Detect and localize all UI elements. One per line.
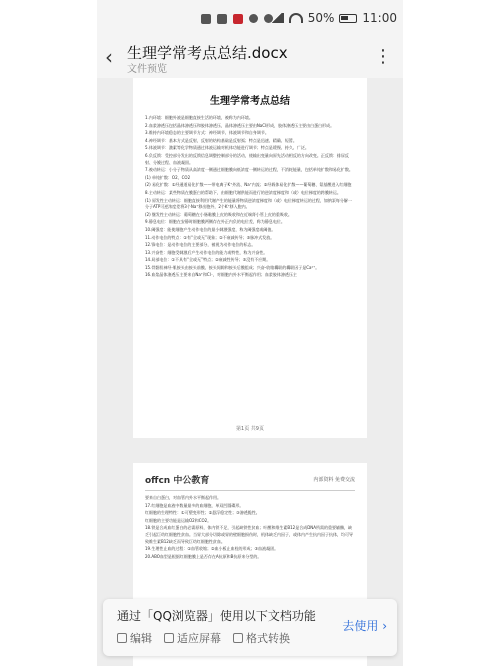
signal-icon [270,13,284,23]
promo-actions [117,630,290,646]
document-paragraph: 14.局部电位：①不具有“全或无”特点；②衰减性传导；③没有不应期。 [145,257,271,263]
document-paragraph: 2.血浆渗透压包括晶体渗透压和胶体渗透压，晶体渗透压主要由NaCl形成，胶体渗透压主要由白蛋白形成。 [145,122,335,128]
document-paragraph: 6.负反馈：受控部分发出的反馈信息调整控制部分的活动，使输出变量向原先活动相反的方向改变。正反馈：排尿反射、分娩过程、血液凝固。 [145,152,349,165]
document-paragraph: 1.内环境：细胞外液是细胞直接生活的环境，被称为内环境。 [145,115,253,120]
fit-screen-label: 适应屏幕 [177,632,221,645]
document-subtitle: 文件预览 [127,64,167,75]
document-title: 生理学常考点总结.docx [127,44,288,62]
battery-icon [339,14,357,23]
notification-icons [201,14,273,24]
document-viewer[interactable] [97,78,403,666]
battery-percent: 50% [307,11,335,25]
brand-logo: offcn 中公教育 [145,476,210,486]
app-header [97,40,403,78]
document-paragraph: 13.兴奋性：细胞受刺激后产生动作电位的能力或特性，称为兴奋性。 [145,249,268,255]
page-heading: 生理学常考点总结 [210,96,290,107]
document-paragraph: 红细胞的生理特性：①可塑变形性；②悬浮稳定性；③渗透脆性。 [145,510,260,516]
promo-message: 通过「QQ浏览器」使用以下文档功能 [117,609,316,623]
qq-browser-promo [103,599,397,656]
document-paragraph: (2) 继发性主动转运：葡萄糖在小肠黏膜上皮的吸收和在近端肾小管上皮的重吸收。 [145,211,292,217]
document-paragraph: 16.血浆晶体渗透压主要来自Na⁺和Cl⁻，对细胞内外水平衡起作用；血浆胶体渗透压主 [145,272,297,278]
document-paragraph: 9.静息电位：细胞在安静时细胞膜两侧存在外正内负的电位差，称为静息电位。 [145,219,285,225]
document-paragraph: 4.神经调节：基本方式是反射，反射的结构基础是反射弧；特点是迅速、精确、短暂。 [145,137,297,143]
app-red-notification-icon [233,14,243,24]
document-paragraph: 5.体液调节：激素等化学物质通过体液运输对机体功能进行调节；特点是缓慢、持久、广泛。 [145,145,309,151]
document-paragraph: 17.红细胞是血液中数量最多的血细胞，单双凹圆碟形。 [145,502,244,508]
app-notification-icon [201,14,211,24]
format-convert-label: 格式转换 [246,632,290,645]
document-page-1 [133,78,367,438]
document-paragraph: 18.铁是合成血红蛋白的必需原料，体内铁不足，引起缺铁性贫血；叶酸和维生素B12是合成DNA所需的重要辅酶，缺乏引起巨幼红细胞性贫血。当胃大部分切除或胃的壁细胞损伤时，机体缺乏内因子，或体内产生抗内因子抗体，均可导致维生素B12缺乏而导致巨幼红细胞性贫血。 [145,525,353,544]
document-paragraph: (1) 原发性主动转运：细胞直接利用代谢产生的能量将物质逆浓度梯度和（或）电位梯度转运的过程，如钠泵每分解一分子ATP可逆浓度差将3个Na⁺移出胞外，2个K⁺移入胞内。 [145,197,352,210]
document-paragraph: (1) 单纯扩散：O2、CO2 [145,174,191,180]
document-paragraph: 7.被动转运：小分子物质从高浓度一侧通过细胞膜向低浓度一侧转运的过程，不消耗能量，包括单纯扩散和易化扩散。 [145,167,353,173]
document-paragraph: 10.阈强度：能使细胞产生动作电位的最小刺激强度，称为阈强度或阈值。 [145,226,276,232]
document-paragraph: 要来自白蛋白，对血管内外水平衡起作用。 [145,495,221,500]
format-convert-action[interactable] [233,630,290,646]
fit-screen-icon [164,633,174,643]
document-paragraph: 8.主动转运：某些物质在膜蛋白的帮助下，由细胞代谢供能而进行的逆浓度梯度和（或）电位梯度的跨膜转运。 [145,189,341,195]
browser-notification-icon [249,14,258,23]
more-options-icon[interactable]: ⋮ [374,46,393,67]
wifi-icon [289,13,303,23]
document-paragraph: 19.生理性止血的过程：①血管收缩；②血小板止血栓的形成；③血液凝固。 [145,546,279,552]
document-paragraph: (2) 易化扩散：①经通道易化扩散——带电离子K⁺外流、Na⁺内流；②经载体易化扩散——葡萄糖、氨基酸进入红细胞 [145,182,352,188]
page-1-body [145,115,355,279]
document-paragraph: 15.骨骼肌神经-肌接头由接头前膜、接头间隙和接头后膜组成；兴奋-收缩耦联的耦联因子是Ca²⁺。 [145,264,320,270]
back-icon[interactable]: ‹ [105,45,113,69]
page-2-body [145,495,355,560]
page-2-header [145,473,355,491]
clock: 11:00 [362,11,397,25]
format-convert-icon [233,633,243,643]
document-paragraph: 20.ABO血型是根据红细胞膜上是否存在A抗原和B抗原来分型的。 [145,553,262,559]
page-footer: 第1页 共9页 [236,426,264,432]
document-paragraph: 3.维持内环境稳态的主要调节方式：神经调节、体液调节和自身调节。 [145,130,269,136]
fit-screen-action[interactable] [164,630,221,646]
document-paragraph: 11.动作电位的特点：①有“全或无”现象；②不衰减传导；③脉冲式发放。 [145,234,275,240]
status-bar [97,0,403,40]
document-paragraph: 12.锋电位：是动作电位的主要部分，被视为动作电位的标志。 [145,242,256,248]
use-now-button[interactable]: 去使用 › [342,619,387,633]
image-notification-icon [217,14,227,24]
document-paragraph: 红细胞的主要功能是运输O2和CO2。 [145,517,212,523]
edit-label: 编辑 [130,632,152,645]
edit-action[interactable] [117,630,152,646]
page-2-header-note: 内部资料 免费交流 [313,477,355,483]
edit-icon [117,633,127,643]
